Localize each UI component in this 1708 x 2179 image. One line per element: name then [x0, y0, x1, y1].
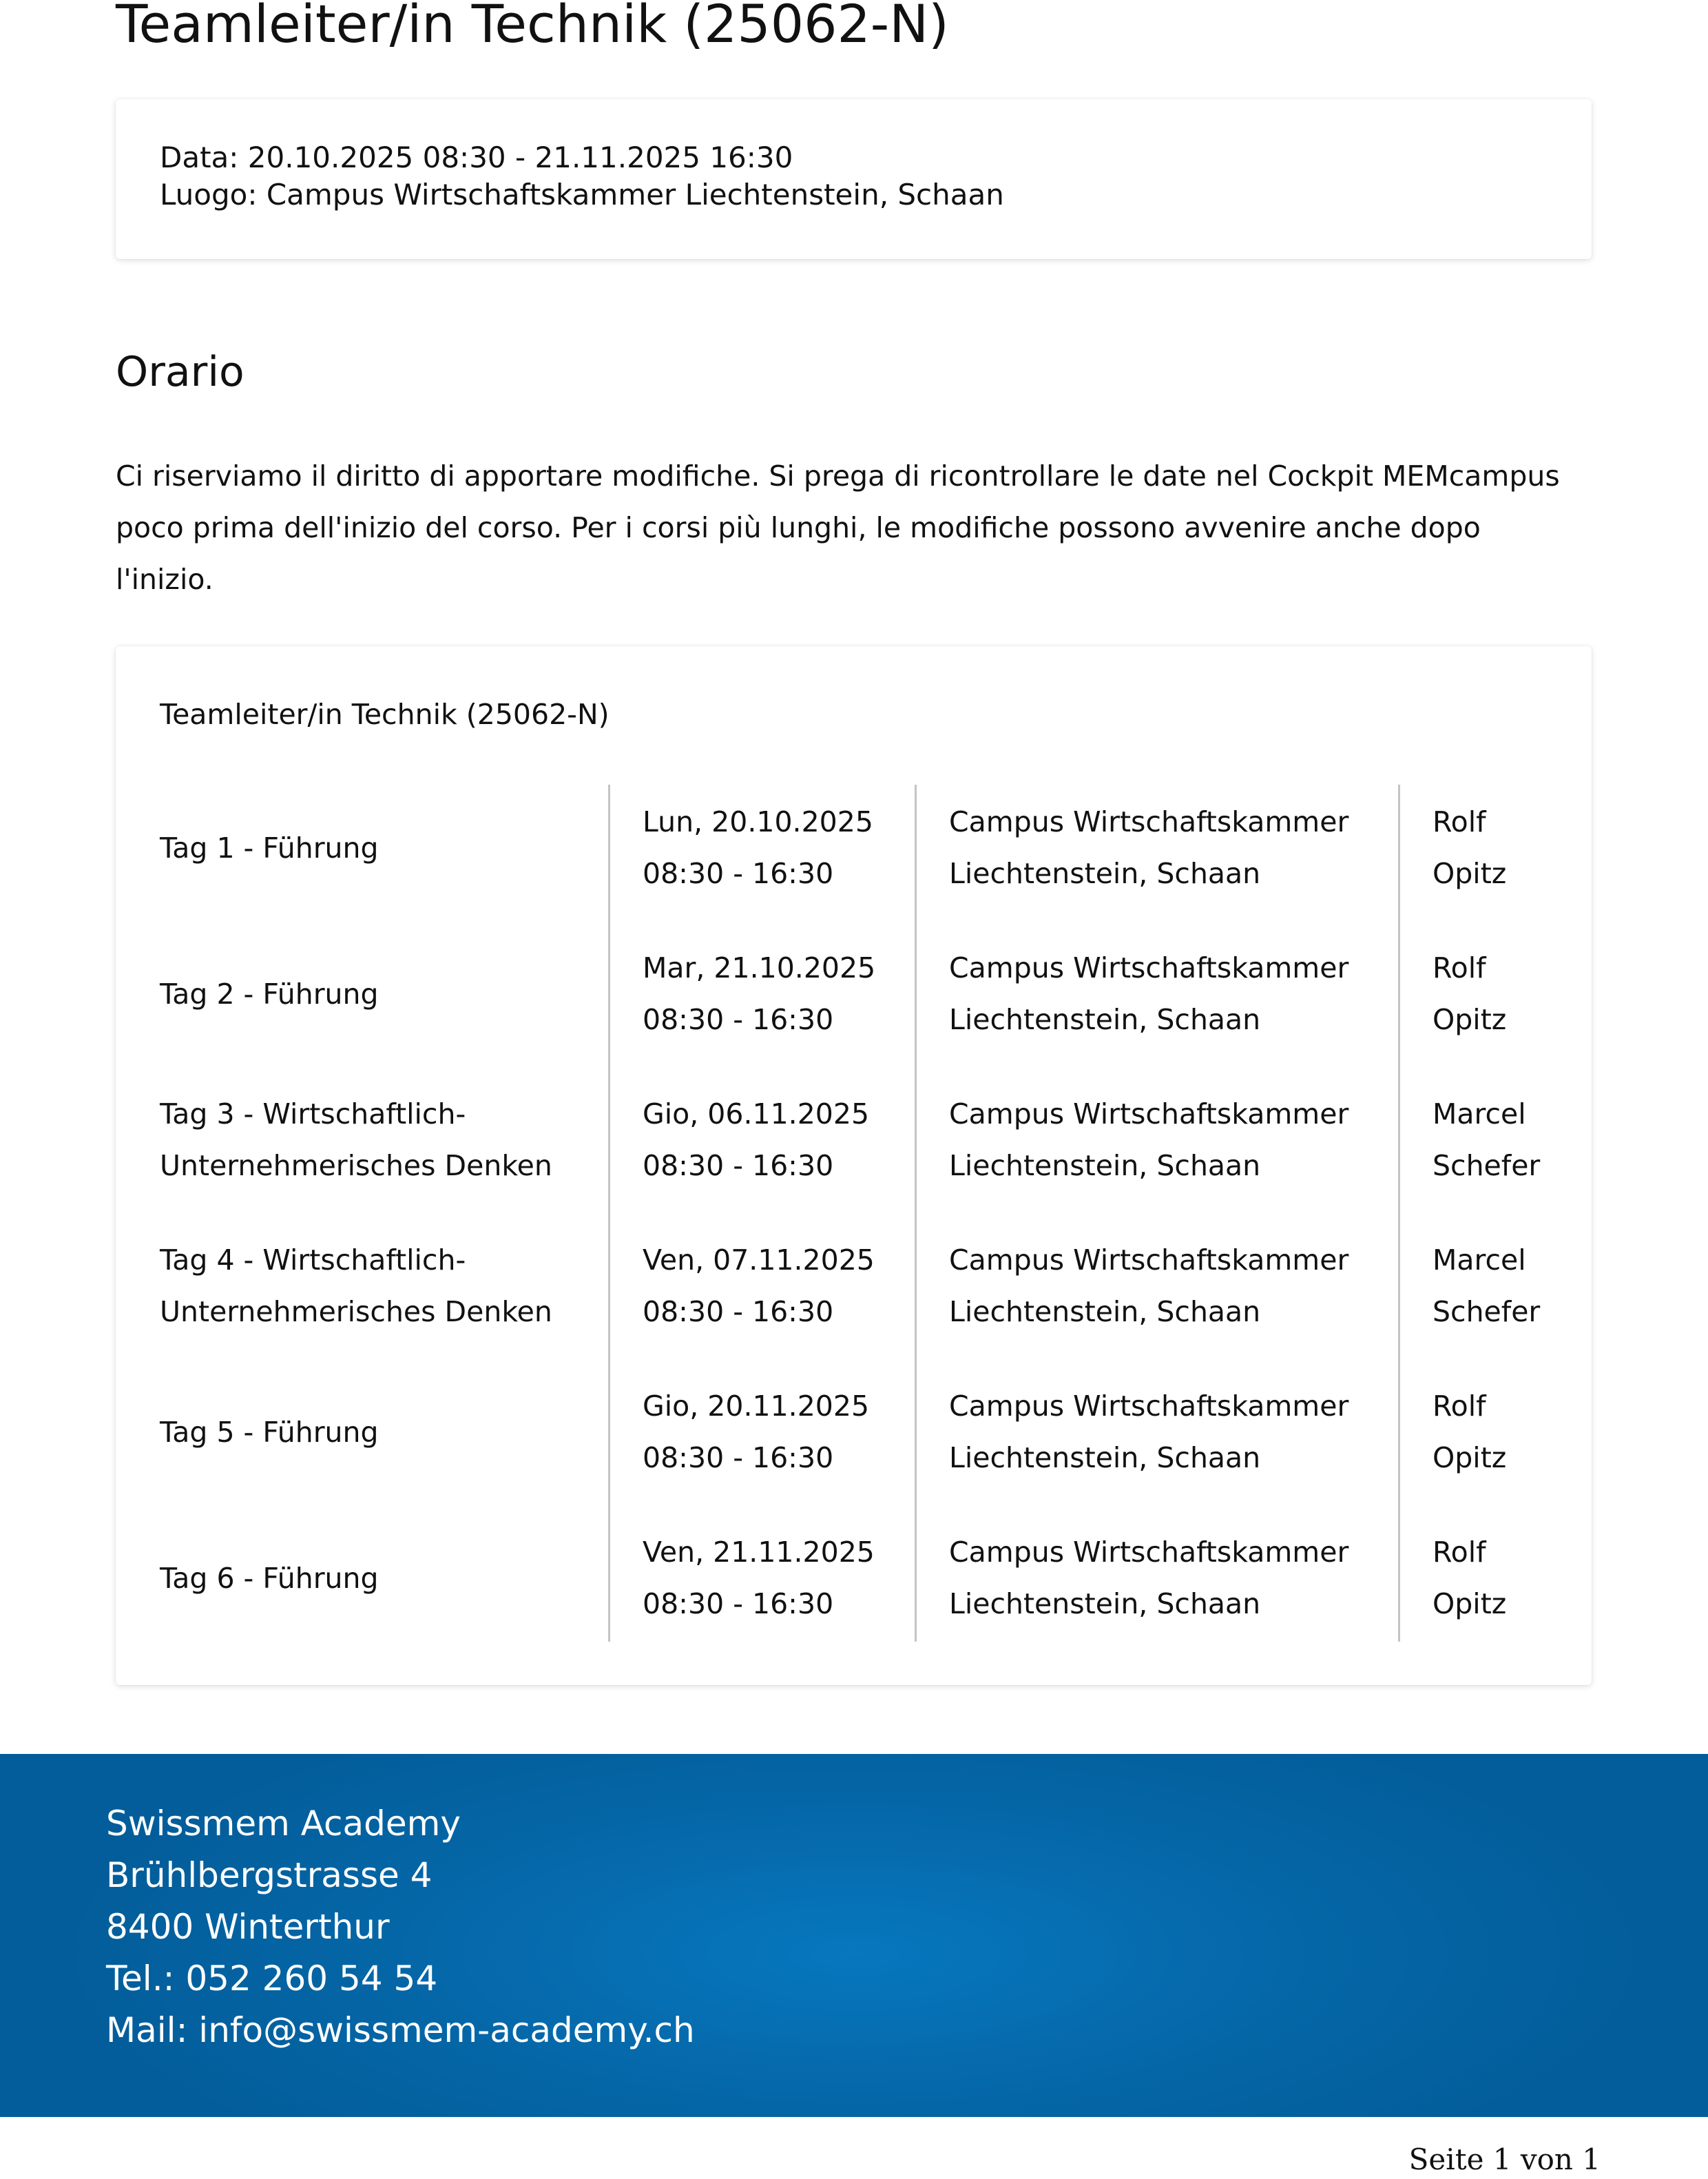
notice-line: poco prima dell'inizio del corso. Per i corsi più lunghi, le modifiche possono avvenire anche dopo: [116, 511, 1481, 544]
session-location-line: Liechtenstein, Schaan: [949, 1295, 1261, 1328]
footer-mail: Mail: info@swissmem-academy.ch: [106, 2010, 695, 2050]
schedule-heading: Orario: [116, 348, 244, 396]
session-time: 08:30 - 16:30: [643, 1149, 834, 1182]
session-datetime: [643, 1359, 918, 1505]
session-date: Gio, 20.11.2025: [643, 1390, 870, 1423]
session-title-line: Tag 3 - Wirtschaftlich-: [160, 1097, 466, 1130]
course-info-lines: [160, 139, 1004, 214]
trainer-first-name: Rolf: [1433, 1536, 1486, 1569]
session-title: [160, 775, 573, 921]
session-datetime: [643, 775, 918, 921]
session-location: [949, 1213, 1397, 1359]
notice-line: l'inizio.: [116, 563, 214, 596]
trainer-first-name: Marcel: [1433, 1097, 1526, 1130]
session-location: [949, 775, 1397, 921]
session-time: 08:30 - 16:30: [643, 1295, 834, 1328]
session-date: Ven, 21.11.2025: [643, 1536, 875, 1569]
course-info-card: [116, 99, 1592, 259]
session-title-line: Tag 5 - Führung: [160, 1415, 379, 1449]
footer-banner: [0, 1754, 1708, 2117]
trainer-last-name: Schefer: [1433, 1295, 1541, 1328]
session-date: Ven, 07.11.2025: [643, 1243, 875, 1277]
session-trainer: [1433, 921, 1584, 1067]
session-location-line: Liechtenstein, Schaan: [949, 1003, 1261, 1036]
session-date: Gio, 06.11.2025: [643, 1097, 870, 1130]
session-time: 08:30 - 16:30: [643, 1003, 834, 1036]
schedule-notice: [116, 451, 1596, 606]
session-location-line: Campus Wirtschaftskammer: [949, 1390, 1349, 1423]
session-location: [949, 1067, 1397, 1213]
session-title: [160, 921, 573, 1067]
trainer-first-name: Rolf: [1433, 1390, 1486, 1423]
schedule-row: [116, 1067, 1592, 1213]
session-datetime: [643, 921, 918, 1067]
session-location-line: Liechtenstein, Schaan: [949, 1149, 1261, 1182]
session-datetime: [643, 1067, 918, 1213]
session-title: [160, 1067, 573, 1213]
session-location: [949, 1359, 1397, 1505]
trainer-last-name: Schefer: [1433, 1149, 1541, 1182]
session-location-line: Campus Wirtschaftskammer: [949, 1536, 1349, 1569]
session-time: 08:30 - 16:30: [643, 1587, 834, 1620]
session-location-line: Campus Wirtschaftskammer: [949, 1243, 1349, 1277]
footer-address: [106, 1798, 695, 2056]
trainer-first-name: Rolf: [1433, 951, 1486, 984]
schedule-card: [116, 646, 1592, 1685]
page-number: Seite 1 von 1: [1408, 2142, 1601, 2176]
session-title: [160, 1359, 573, 1505]
session-trainer: [1433, 1359, 1584, 1505]
trainer-last-name: Opitz: [1433, 1441, 1507, 1474]
course-date: Data: 20.10.2025 08:30 - 21.11.2025 16:30: [160, 141, 793, 174]
trainer-last-name: Opitz: [1433, 857, 1507, 890]
session-location-line: Campus Wirtschaftskammer: [949, 1097, 1349, 1130]
session-trainer: [1433, 1067, 1584, 1213]
session-date: Mar, 21.10.2025: [643, 951, 876, 984]
session-trainer: [1433, 1505, 1584, 1651]
course-location: Luogo: Campus Wirtschaftskammer Liechtenstein, Schaan: [160, 178, 1004, 211]
session-time: 08:30 - 16:30: [643, 857, 834, 890]
session-location-line: Campus Wirtschaftskammer: [949, 805, 1349, 838]
session-location-line: Liechtenstein, Schaan: [949, 1587, 1261, 1620]
session-title: [160, 1505, 573, 1651]
session-title-line: Tag 6 - Führung: [160, 1561, 379, 1595]
session-title-line: Tag 1 - Führung: [160, 831, 379, 865]
schedule-table-title: Teamleiter/in Technik (25062-N): [160, 698, 610, 731]
session-location: [949, 1505, 1397, 1651]
session-title: [160, 1213, 573, 1359]
session-location: [949, 921, 1397, 1067]
footer-street: Brühlbergstrasse 4: [106, 1855, 433, 1895]
page-title: Teamleiter/in Technik (25062-N): [116, 0, 949, 54]
trainer-last-name: Opitz: [1433, 1587, 1507, 1620]
session-title-line: Unternehmerisches Denken: [160, 1149, 552, 1182]
trainer-last-name: Opitz: [1433, 1003, 1507, 1036]
session-datetime: [643, 1505, 918, 1651]
session-location-line: Liechtenstein, Schaan: [949, 1441, 1261, 1474]
session-time: 08:30 - 16:30: [643, 1441, 834, 1474]
schedule-row: [116, 921, 1592, 1067]
session-date: Lun, 20.10.2025: [643, 805, 873, 838]
schedule-row: [116, 1359, 1592, 1505]
session-trainer: [1433, 1213, 1584, 1359]
session-title-line: Tag 2 - Führung: [160, 977, 379, 1011]
session-location-line: Campus Wirtschaftskammer: [949, 951, 1349, 984]
footer-city: 8400 Winterthur: [106, 1907, 390, 1947]
trainer-first-name: Rolf: [1433, 805, 1486, 838]
session-trainer: [1433, 775, 1584, 921]
session-title-line: Unternehmerisches Denken: [160, 1295, 552, 1328]
footer-org-name: Swissmem Academy: [106, 1804, 461, 1844]
schedule-row: [116, 1213, 1592, 1359]
notice-line: Ci riserviamo il diritto di apportare modifiche. Si prega di ricontrollare le date nel Cockpit MEMcampus: [116, 459, 1560, 493]
footer-phone: Tel.: 052 260 54 54: [106, 1959, 438, 1999]
session-datetime: [643, 1213, 918, 1359]
trainer-first-name: Marcel: [1433, 1243, 1526, 1277]
schedule-row: [116, 775, 1592, 921]
schedule-row: [116, 1505, 1592, 1651]
session-title-line: Tag 4 - Wirtschaftlich-: [160, 1243, 466, 1277]
session-location-line: Liechtenstein, Schaan: [949, 857, 1261, 890]
